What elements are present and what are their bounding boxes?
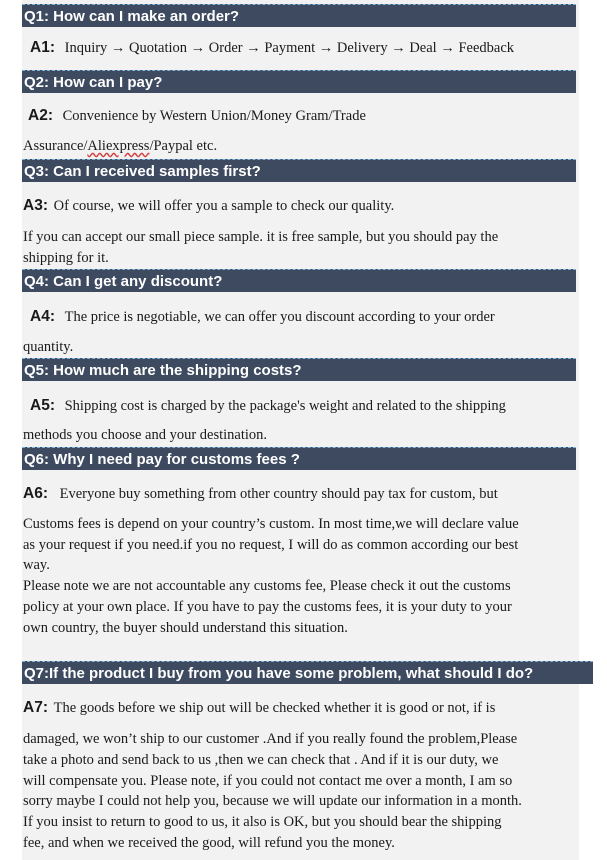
faq-answer-5 — [23, 397, 506, 415]
answer-2-text-aliexpress: Aliexpress — [87, 138, 150, 154]
answer-4-line-1: The price is negotiable, we can offer you discount according to your order — [64, 309, 495, 325]
faq-question-6: Q6: Why I need pay for customs fees ? — [22, 447, 576, 470]
faq-answer-3 — [23, 197, 394, 215]
answer-6-line-6: policy at your own place. If you have to pay the customs fees, it is your duty to your — [23, 599, 512, 615]
answer-7-line-2: damaged, we won’t ship to our customer .And if you really found the problem,Please — [23, 731, 518, 747]
answer-2-text-a: Assurance/ — [23, 138, 88, 154]
faq-answer-1 — [23, 39, 514, 57]
answer-7-line-1: The goods before we ship out will be checked whether it is good or not, if is — [53, 700, 496, 716]
answer-6-line-3: as your request if you need.if you no request, I will do as common according our best — [23, 537, 519, 553]
answer-7-line-4: will compensate you. Please note, if you could not contact me over a month, I am so — [23, 773, 513, 789]
answer-2-line-1: Convenience by Western Union/Money Gram/Trade — [62, 108, 366, 124]
answer-5-line-2: methods you choose and your destination. — [23, 427, 268, 443]
faq-question-2: Q2: How can I pay? — [22, 70, 576, 93]
answer-2-line-2 — [23, 138, 217, 155]
faq-answer-2 — [23, 107, 366, 125]
answer-4-line-2: quantity. — [23, 339, 74, 355]
faq-answer-6 — [23, 485, 498, 503]
faq-question-7: Q7:If the product I buy from you have some problem, what should I do? — [22, 661, 593, 684]
answer-1-line-1: Inquiry → Quotation → Order → Payment → Delivery → Deal → Feedback — [64, 40, 515, 56]
answer-7-line-7: fee, and when we received the good, will refund you the money. — [23, 835, 395, 851]
answer-label-6: A6: — [23, 485, 48, 502]
answer-label-5: A5: — [30, 397, 55, 414]
answer-3-line-1: Of course, we will offer you a sample to check our quality. — [53, 198, 395, 214]
faq-answer-4 — [23, 308, 495, 326]
answer-label-2: A2: — [28, 107, 53, 124]
answer-3-line-3: shipping for it. — [23, 250, 109, 266]
answer-7-line-6: If you insist to return to good to us, it also is OK, but you should bear the shipping — [23, 814, 502, 830]
faq-answer-7 — [23, 699, 495, 717]
faq-question-1: Q1: How can I make an order? — [22, 4, 576, 27]
answer-label-4: A4: — [30, 308, 55, 325]
answer-5-line-1: Shipping cost is charged by the package's weight and related to the shipping — [64, 398, 506, 414]
answer-3-line-2: If you can accept our small piece sample. it is free sample, but you should pay the — [23, 229, 499, 245]
answer-7-line-3: take a photo and send back to us ,then we can check that . And if it is our duty, we — [23, 752, 499, 768]
answer-6-line-2: Customs fees is depend on your country’s custom. In most time,we will declare value — [23, 516, 519, 532]
faq-question-5: Q5: How much are the shipping costs? — [22, 358, 576, 381]
answer-7-line-5: sorry maybe I could not help you, because we will update our information in a month. — [23, 793, 522, 809]
answer-label-1: A1: — [30, 39, 55, 56]
answer-6-line-7: own country, the buyer should understand this situation. — [23, 620, 348, 636]
answer-6-line-4: way. — [23, 557, 50, 573]
answer-label-3: A3: — [23, 197, 48, 214]
answer-6-line-1: Everyone buy something from other country should pay tax for custom, but — [59, 486, 498, 502]
answer-6-line-5: Please note we are not accountable any customs fee, Please check it out the customs — [23, 578, 511, 594]
faq-question-4: Q4: Can I get any discount? — [22, 269, 576, 292]
answer-label-7: A7: — [23, 699, 48, 716]
answer-2-text-c: /Paypal etc. — [149, 138, 218, 154]
faq-question-3: Q3: Can I received samples first? — [22, 159, 576, 182]
